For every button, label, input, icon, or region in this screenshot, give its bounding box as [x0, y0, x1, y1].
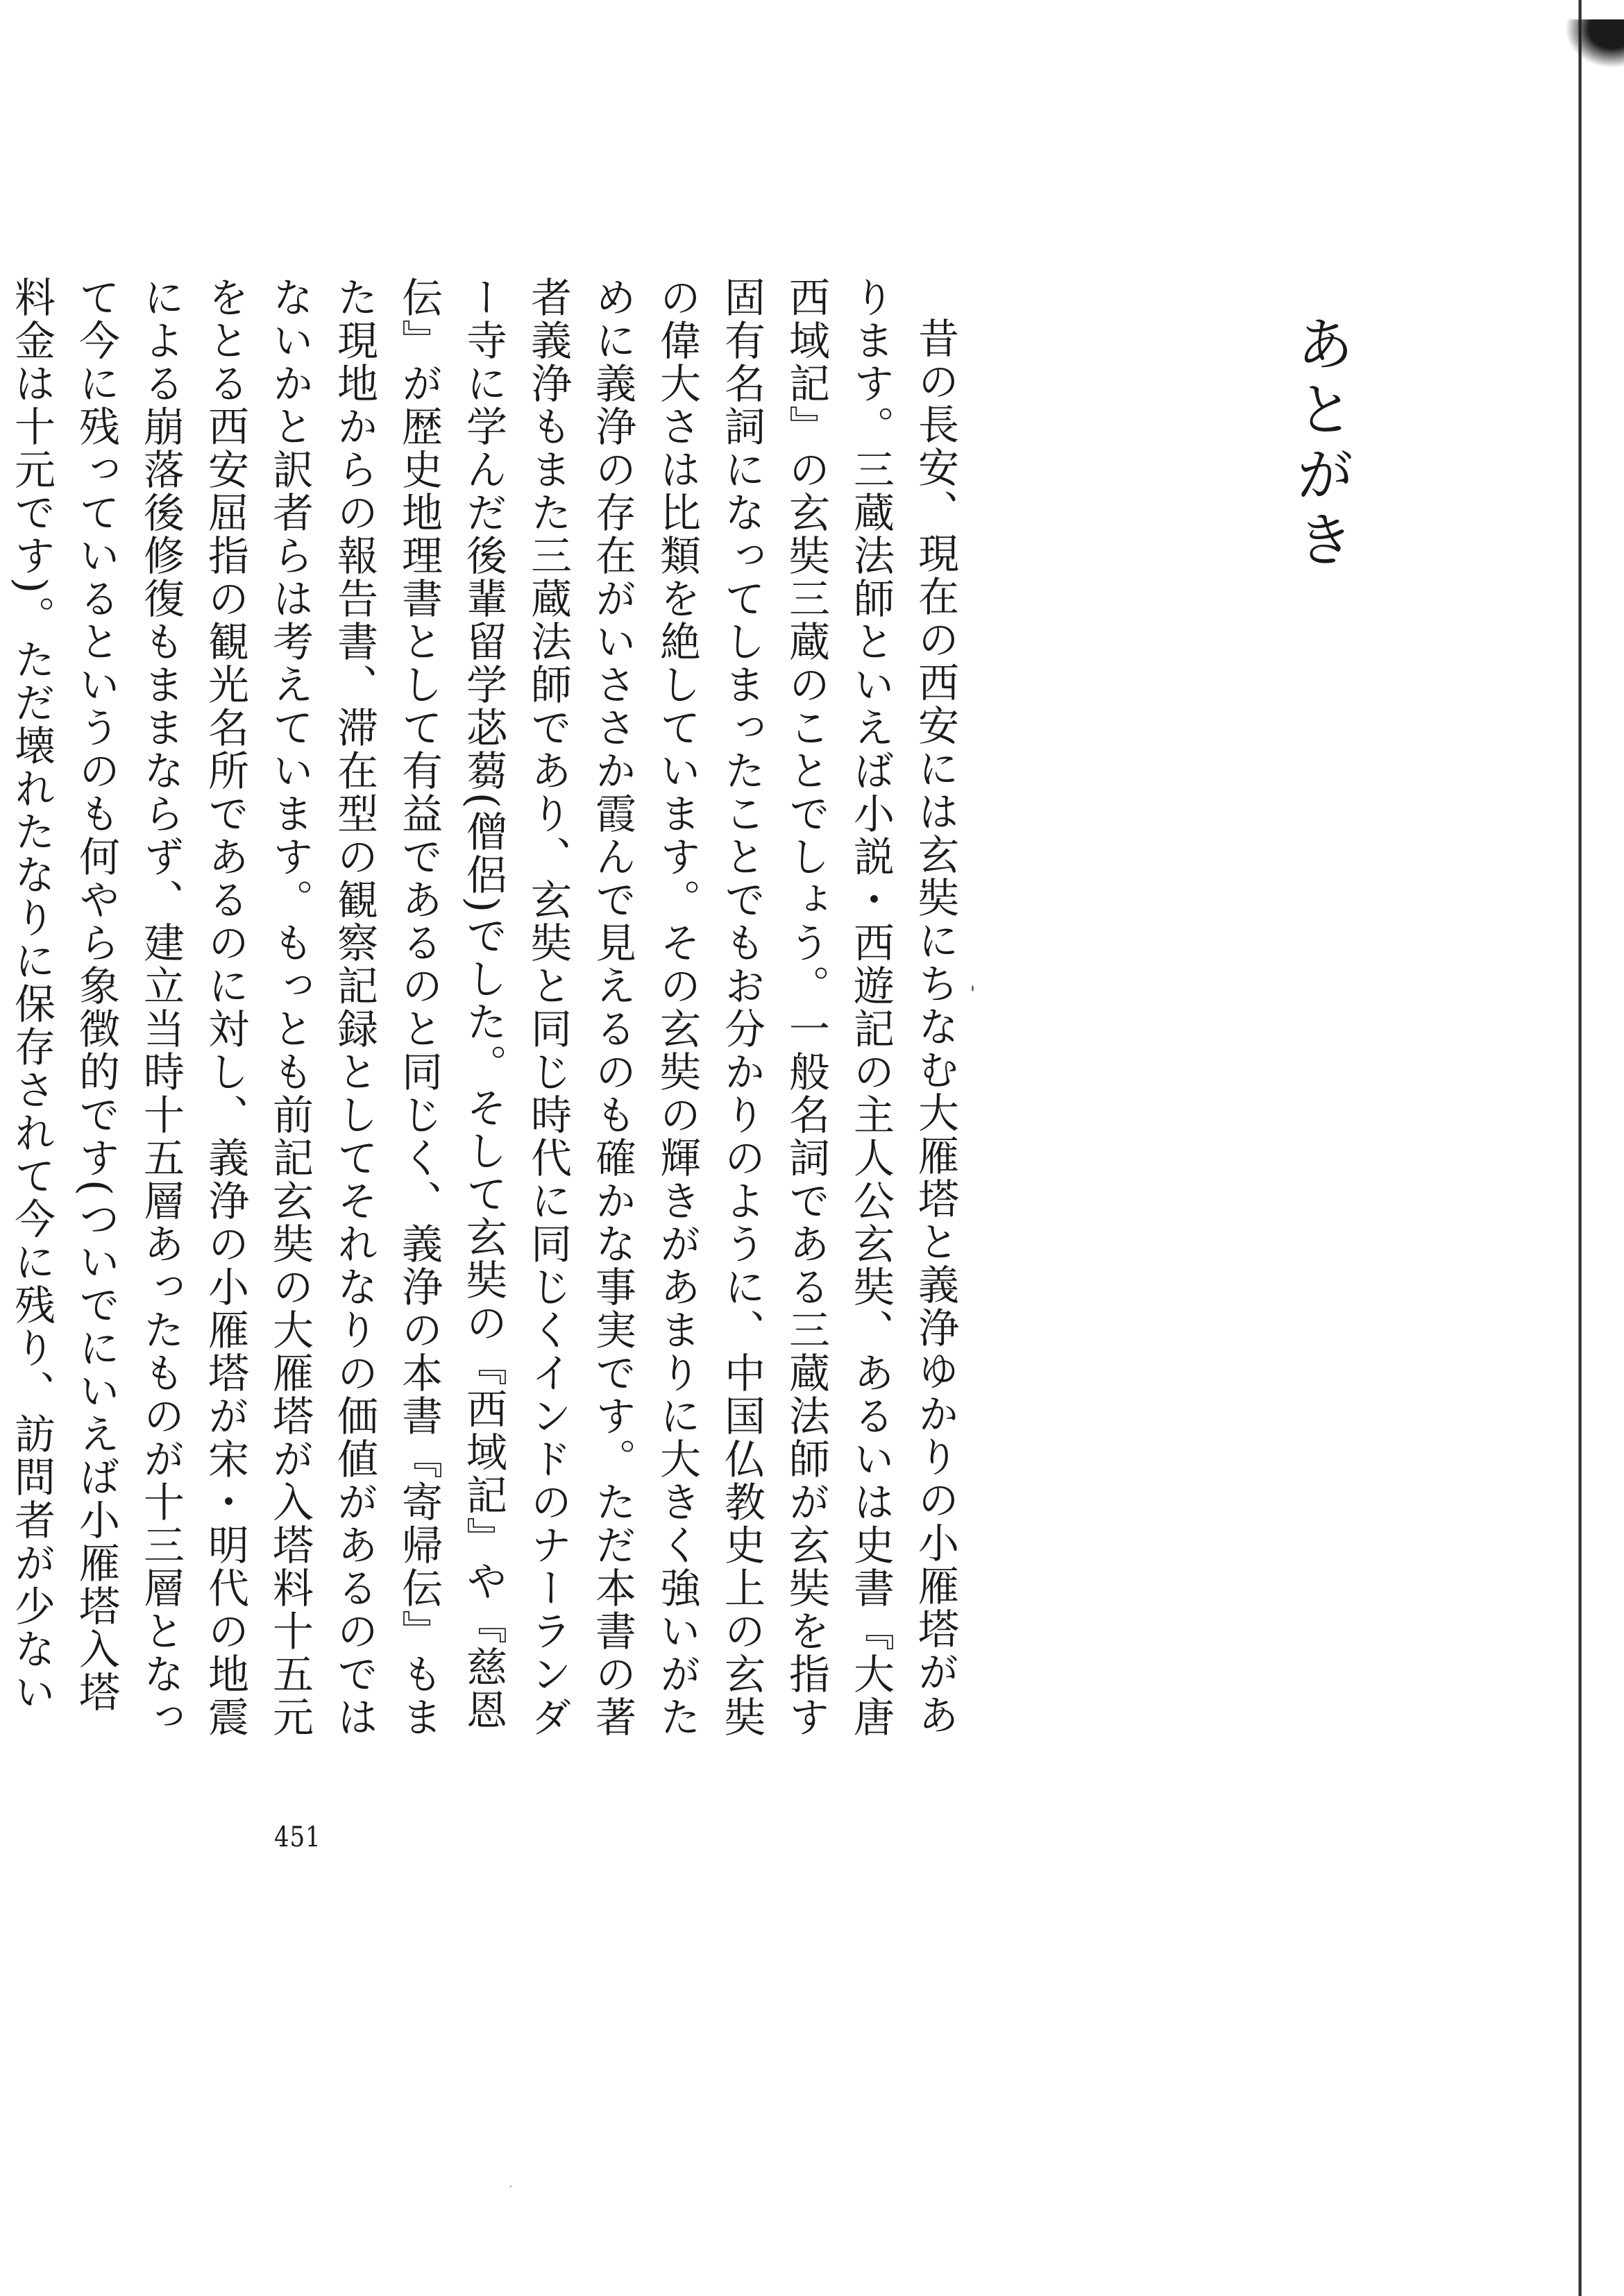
scan-corner-mark	[1565, 19, 1624, 68]
scan-speck	[510, 2186, 511, 2187]
scan-binding-shadow	[1574, 0, 1624, 2296]
page-title: あとがき	[1287, 314, 1355, 575]
scan-speck	[972, 985, 974, 992]
afterword-paragraph: 昔の長安、現在の西安には玄奘にちなむ大雁塔と義浄ゆかりの小雁塔があります。三蔵法師といえば小説・西遊記の主人公玄奘、あるいは史書『大唐西域記』の玄奘三蔵のことでしょう。一般名詞である三蔵法師が玄奘を指す固有名詞になってしまったことでもお分かりのように、中国仏教史上の玄奘の偉大さは比類を絶しています。その玄奘の輝きがあまりに大きく強いがために義浄の存在がいささか霞んで見えるのも確かな事実です。ただ本書の著者義浄もまた三蔵法師であり、玄奘と同じ時代に同じくインドのナーランダー寺に学んだ後輩留学苾蒭(僧侶)でした。そして玄奘の『西域記』や『慈恩伝』が歴史地理書として有益であるのと同じく、義浄の本書『寄帰伝』もまた現地からの報告書、滞在型の観察記録としてそれなりの価値があるのではないかと訳者らは考えています。もっとも前記玄奘の大雁塔が入塔料十五元をとる西安屈指の観光名所であるのに対し、義浄の小雁塔が宋・明代の地震による崩落後修復もままならず、建立当時十五層あったものが十三層となって今に残っているというのも何やら象徴的です(ついでにいえば小雁塔入塔料金は十元です)。ただ壊れたなりに保存されて今に残り、訪問者が少ない	[8, 276, 959, 1739]
afterword-body	[8, 276, 967, 1754]
page-number: 451	[274, 1821, 321, 1853]
